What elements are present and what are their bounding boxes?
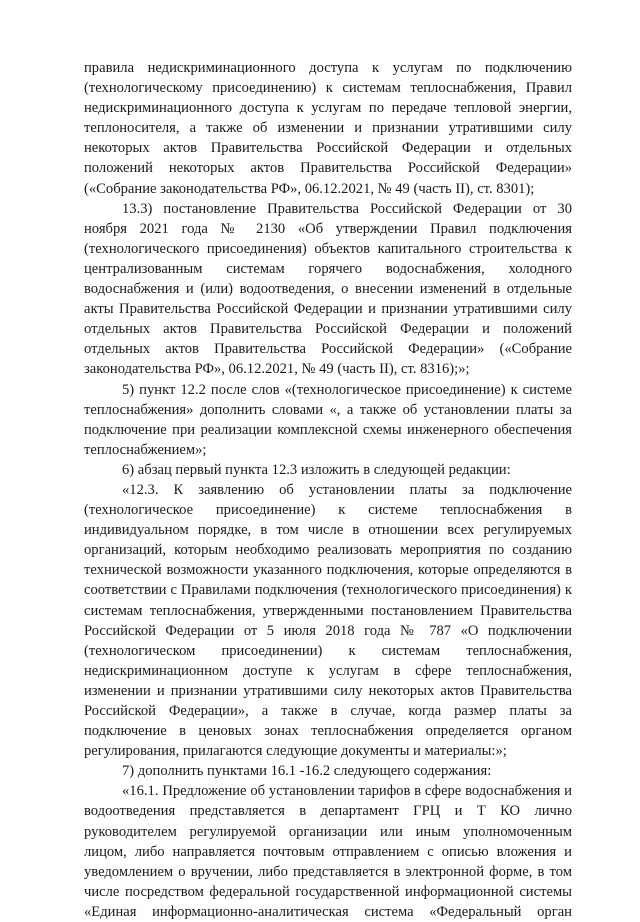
paragraph-16-1: «16.1. Предложение об установлении тарифов в сфере водоснабжения и водоотведения представляется в департамент ГРЦ и Т КО лично руководителем регулируемой организации или иным уполномоченным лицом, либо направляется почтовым отправлением с описью вложения и уведомлением о вручении, либо представляется в электронной форме, в том числе посредством федеральной государственной информационной системы «Единая информационно-аналитическая система «Федеральный орган (84, 783, 572, 920)
document-page (84, 58, 572, 922)
paragraph-item-7: 7) дополнить пунктами 16.1 -16.2 следующего содержания: (122, 763, 492, 780)
paragraph-continuation: правила недискриминационного доступа к услугам по подключению (технологическому присоединению) к системам теплоснабжения, Правил недискриминационного доступа к услугам по передаче тепловой энергии, теплоносителя, а также об изменении и признании утратившими силу некоторых актов Правительства Российской Федерации и отдельных положений некоторых актов Правительства Российской Федерации» («Собрание законодательства РФ», 06.12.2021, № 49 (часть II), ст. 8301); (84, 60, 572, 197)
paragraph-13-3: 13.3) постановление Правительства Российской Федерации от 30 ноября 2021 года № 2130 «Об утверждении Правил подключения (технологического присоединения) объектов капитального строительства к централизованным системам горячего водоснабжения, холодного водоснабжения и (или) водоотведения, о внесении изменений в отдельные акты Правительства Российской Федерации и признании утратившими силу отдельных актов Правительства Российской Федерации и положений отдельных актов Правительства Российской Федерации» («Собрание законодательства РФ», 06.12.2021, № 49 (часть II), ст. 8316);»; (84, 200, 572, 378)
paragraph-12-3: «12.3. К заявлению об установлении платы за подключение (технологическое присоединение) к системе теплоснабжения в индивидуальном порядке, в том числе в отношении всех регулируемых организаций, которым необходимо реализовать мероприятия по созданию технической возможности указанного подключения, которые определяются в соответствии с Правилами подключения (технологического присоединения) к системам теплоснабжения, утвержденными постановлением Правительства Российской Федерации от 5 июля 2018 года № 787 «О подключении (технологическом присоединении) к системам теплоснабжения, недискриминационном доступе к услугам в сфере теплоснабжения, изменении и признании утратившими силу некоторых актов Правительства Российской Федерации», а также в случае, когда размер платы за подключение в ценовых зонах теплоснабжения определяется органом регулирования, прилагаются следующие документы и материалы:»; (84, 481, 572, 760)
paragraph-item-5: 5) пункт 12.2 после слов «(технологическое присоединение) к системе теплоснабжения» дополнить словами «, а также об установлении платы за подключение при реализации комплексной схемы инженерного обеспечения теплоснабжением»; (84, 381, 572, 458)
paragraph-item-6: 6) абзац первый пункта 12.3 изложить в следующей редакции: (122, 461, 511, 478)
